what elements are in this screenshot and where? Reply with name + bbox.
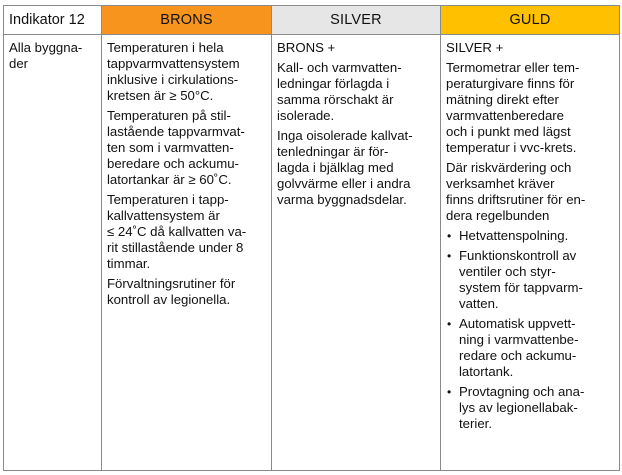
- text-line: tenledningar är för-: [277, 144, 389, 159]
- text-line: ten som i varmvatten-: [107, 140, 234, 155]
- silver-intro: BRONS +: [277, 40, 336, 55]
- text-line: Provtagning och ana-: [459, 384, 585, 399]
- text-line: dera regelbunden: [446, 208, 550, 223]
- text-line: lys av legionellabak-: [459, 400, 578, 415]
- text-line: Inga oisolerade kallvat-: [277, 128, 413, 143]
- text-line: latortank.: [459, 364, 514, 379]
- text-line: der: [9, 56, 29, 71]
- text-line: inklusive i cirkulations-: [107, 72, 239, 87]
- bullet-icon: •: [447, 385, 452, 399]
- text-line: Hetvattenspolning.: [459, 228, 569, 243]
- text-line: Förvaltningsrutiner för: [107, 276, 236, 291]
- header-brons: BRONS: [102, 6, 272, 35]
- silver-paragraph: [277, 128, 436, 208]
- bullet-icon: •: [447, 317, 452, 331]
- brons-paragraph: [107, 192, 267, 272]
- text-line: temperatur i vvc-krets.: [446, 140, 577, 155]
- text-line: Kall- och varmvatten-: [277, 60, 402, 75]
- text-line: varmvattenberedare: [446, 108, 565, 123]
- text-line: terier.: [459, 416, 492, 431]
- text-line: ning i varmvattenbe-: [459, 332, 579, 347]
- text-line: kallvattensystem är: [107, 208, 220, 223]
- bullet-icon: •: [447, 229, 452, 243]
- text-line: Automatisk uppvett-: [459, 316, 576, 331]
- text-line: Temperaturen på stil-: [107, 108, 231, 123]
- text-line: ventiler och styr-: [459, 264, 556, 279]
- header-indicator: Indikator 12: [4, 6, 102, 35]
- list-item: [446, 248, 615, 312]
- guld-paragraph: [446, 160, 615, 224]
- text-line: varma byggnadsdelar.: [277, 192, 407, 207]
- list-item: [446, 316, 615, 380]
- text-line: peraturgivare finns för: [446, 76, 575, 91]
- text-line: latortankar är ≥ 60˚C.: [107, 172, 232, 187]
- header-silver: SILVER: [272, 6, 441, 35]
- row-label-cell: [4, 35, 102, 471]
- text-line: verksamhet kräver: [446, 176, 555, 191]
- text-line: Funktionskontroll av: [459, 248, 577, 263]
- text-line: system för tappvarm-: [459, 280, 583, 295]
- brons-paragraph: [107, 276, 267, 308]
- text-line: rit stillastående under 8: [107, 240, 244, 255]
- text-line: Där riskvärdering och: [446, 160, 572, 175]
- text-line: ≤ 24˚C då kallvatten va-: [107, 224, 247, 239]
- text-line: redare och ackumu-: [459, 348, 577, 363]
- text-line: kontroll av legionella.: [107, 292, 231, 307]
- text-line: timmar.: [107, 256, 151, 271]
- silver-cell: [272, 35, 441, 471]
- header-row: [4, 6, 620, 35]
- text-line: lastående tappvarmvat-: [107, 124, 245, 139]
- guld-cell: [441, 35, 620, 471]
- bullet-icon: •: [447, 249, 452, 263]
- list-item: [446, 228, 615, 244]
- text-line: Termometrar eller tem-: [446, 60, 580, 75]
- text-line: isolerade.: [277, 108, 335, 123]
- brons-cell: [102, 35, 272, 471]
- text-line: lagda i bjälklag med: [277, 160, 394, 175]
- text-line: kretsen är ≥ 50°C.: [107, 88, 214, 103]
- criteria-row: [4, 35, 620, 471]
- text-line: finns driftsrutiner för en-: [446, 192, 586, 207]
- text-line: mätning direkt efter: [446, 92, 559, 107]
- text-line: tappvarmvattensystem: [107, 56, 240, 71]
- text-line: och i punkt med lägst: [446, 124, 571, 139]
- text-line: golvvärme eller i andra: [277, 176, 411, 191]
- text-line: ledningar förlagda i: [277, 76, 390, 91]
- guld-bullet-list: [446, 228, 615, 432]
- text-line: Alla byggna-: [9, 40, 83, 55]
- silver-paragraph: [277, 60, 436, 124]
- guld-paragraph: [446, 60, 615, 156]
- brons-paragraph: [107, 40, 267, 104]
- text-line: samma rörschakt är: [277, 92, 394, 107]
- text-line: vatten.: [459, 296, 499, 311]
- text-line: Temperaturen i tapp-: [107, 192, 229, 207]
- guld-intro: SILVER +: [446, 40, 504, 55]
- row-label: [9, 40, 97, 72]
- header-guld: GULD: [441, 6, 620, 35]
- criteria-table: [3, 5, 620, 471]
- list-item: [446, 384, 615, 432]
- text-line: Temperaturen i hela: [107, 40, 224, 55]
- text-line: beredare och ackumu-: [107, 156, 239, 171]
- brons-paragraph: [107, 108, 267, 188]
